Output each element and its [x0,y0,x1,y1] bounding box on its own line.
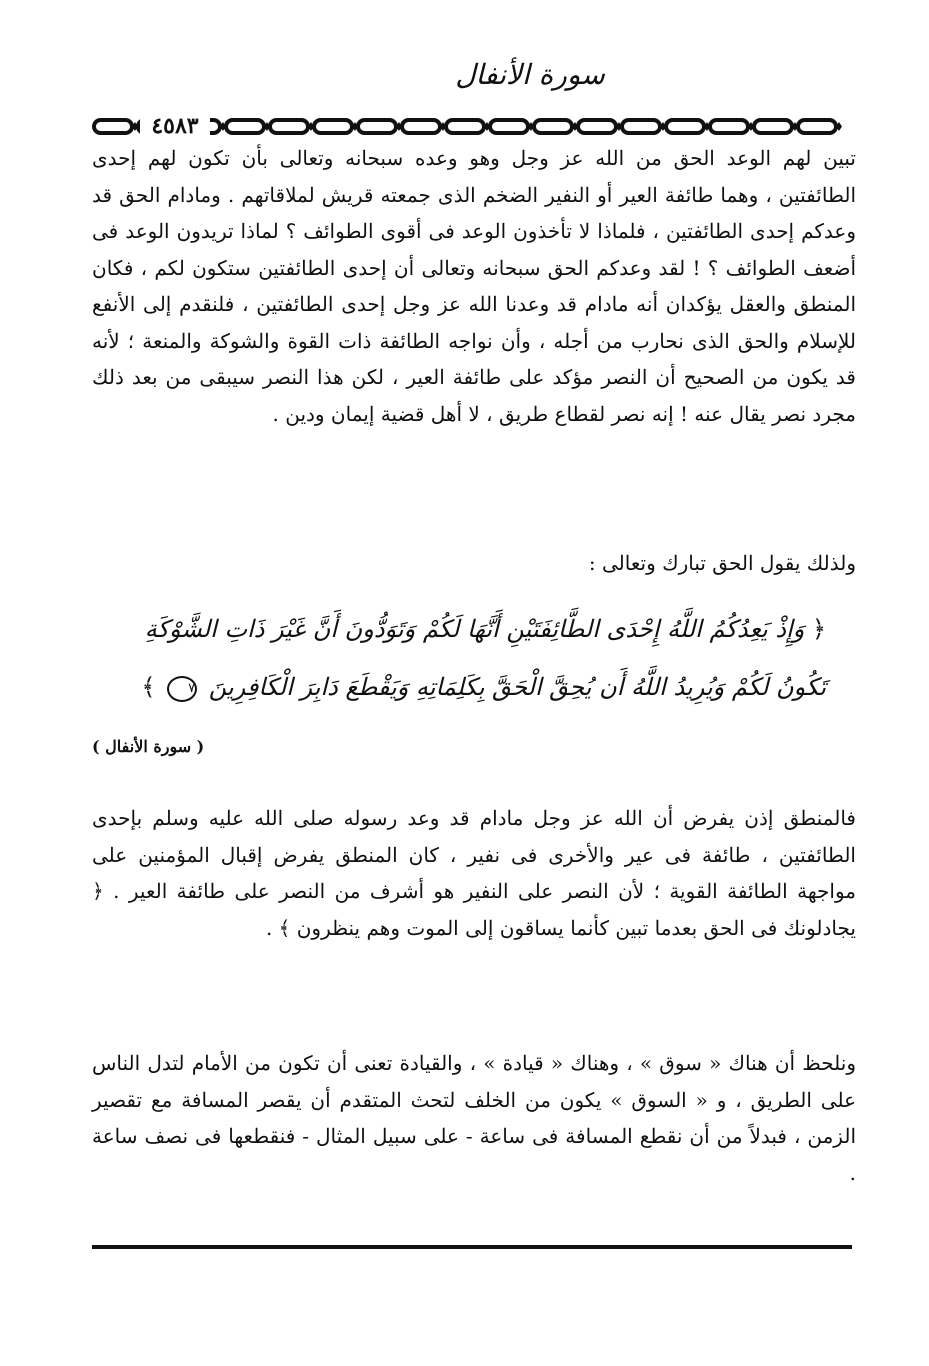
verse-source: ( سورة الأنفال ) [92,737,205,756]
verse-intro: ولذلك يقول الحق تبارك وتعالى : [588,551,856,575]
page-number: ٤٥٨٣ [140,112,210,140]
verse-open-sign-icon: ﴿ [811,615,826,643]
verse-line-1 [108,600,826,658]
verse-close-sign-icon: ﴾ [141,673,156,701]
chain-link [402,120,440,133]
verse-text-1: وَإِذْ يَعِدُكُمُ اللَّهُ إِحْدَى الطَّائِفَتَيْنِ أَنَّهَا لَكُمْ وَتَوَدُّونَ أَنَّ غَيْرَ ذَاتِ الشَّوْكَةِ [144,615,805,643]
chain-link [314,120,352,133]
paragraph-2: فالمنطق إذن يفرض أن الله عز وجل مادام قد وعد رسوله صلى الله عليه وسلم بإحدى الطائفتين ، طائفة فى عير والأخرى فى نفير ، كان المنطق يفرض إقبال المؤمنين على مواجهة الطائفة القوية ؛ لأن النصر على النفير هو أشرف من النصر على طائفة العير . ﴿ يجادلونك فى الحق بعدما تبين كأنما يساقون إلى الموت وهم ينظرون ﴾ . [92,806,856,940]
chain-link [622,120,660,133]
chain-link [578,120,616,133]
footer-rule [92,1245,852,1249]
chain-link [666,120,704,133]
chain-link [534,120,572,133]
chain-link [270,120,308,133]
chain-link [226,120,264,133]
chain-link [710,120,748,133]
chain-link [358,120,396,133]
chain-link [798,120,836,133]
verse-text-2: تَكُونُ لَكُمْ وَيُرِيدُ اللَّهُ أَن يُحِقَّ الْحَقَّ بِكَلِمَاتِهِ وَيَقْطَعَ دَابِرَ الْكَافِرِينَ [208,673,826,701]
chain-link [94,120,132,133]
chain-link [490,120,528,133]
verse-number-marker: ٧ [167,676,197,702]
paragraph-3: ونلحظ أن هناك « سوق » ، وهناك « قيادة » ، والقيادة تعنى أن تكون من الأمام لتدل الناس على الطريق ، و « السوق » يكون من الخلف لتحث المتقدم أن يقصر المسافة مع تقصير الزمن ، فبدلاً من أن نقطع المسافة فى ساعة - على سبيل المثال - فنقطعها فى نصف ساعة . [92,1051,856,1185]
surah-title: سورة الأنفال [455,58,605,91]
chain-link [754,120,792,133]
chain-link [446,120,484,133]
paragraph-1: تبين لهم الوعد الحق من الله عز وجل وهو وعده سبحانه وتعالى بأن تكون لهم إحدى الطائفتين ، وهما طائفة العير أو النفير الضخم الذى جمعته قريش لملاقاتهم . ومادام الحق قد وعدكم إحدى الطائفتين ، فلماذا لا تأخذون الوعد فى أقوى الطوائف ؟ لماذا تريدون الوعد فى أضعف الطوائف ؟ ! لقد وعدكم الحق سبحانه وتعالى أن إحدى الطائفتين ستكون لكم ، فكان المنطق والعقل يؤكدان أنه مادام قد وعدنا الله عز وجل إحدى الطائفتين ، فلنقدم إلى الأنفع للإسلام والحق الذى نحارب من أجله ، وأن نواجه الطائفة ذات القوة والشوكة والمنعة ؛ لأنه قد يكون من الصحيح أن النصر مؤكد على طائفة العير ، لكن هذا النصر سيبقى من بعد ذلك مجرد نصر يقال عنه ! إنه نصر لقطاع طريق ، لا أهل قضية إيمان ودين . [92,146,856,426]
verse-line-2 [108,658,826,716]
